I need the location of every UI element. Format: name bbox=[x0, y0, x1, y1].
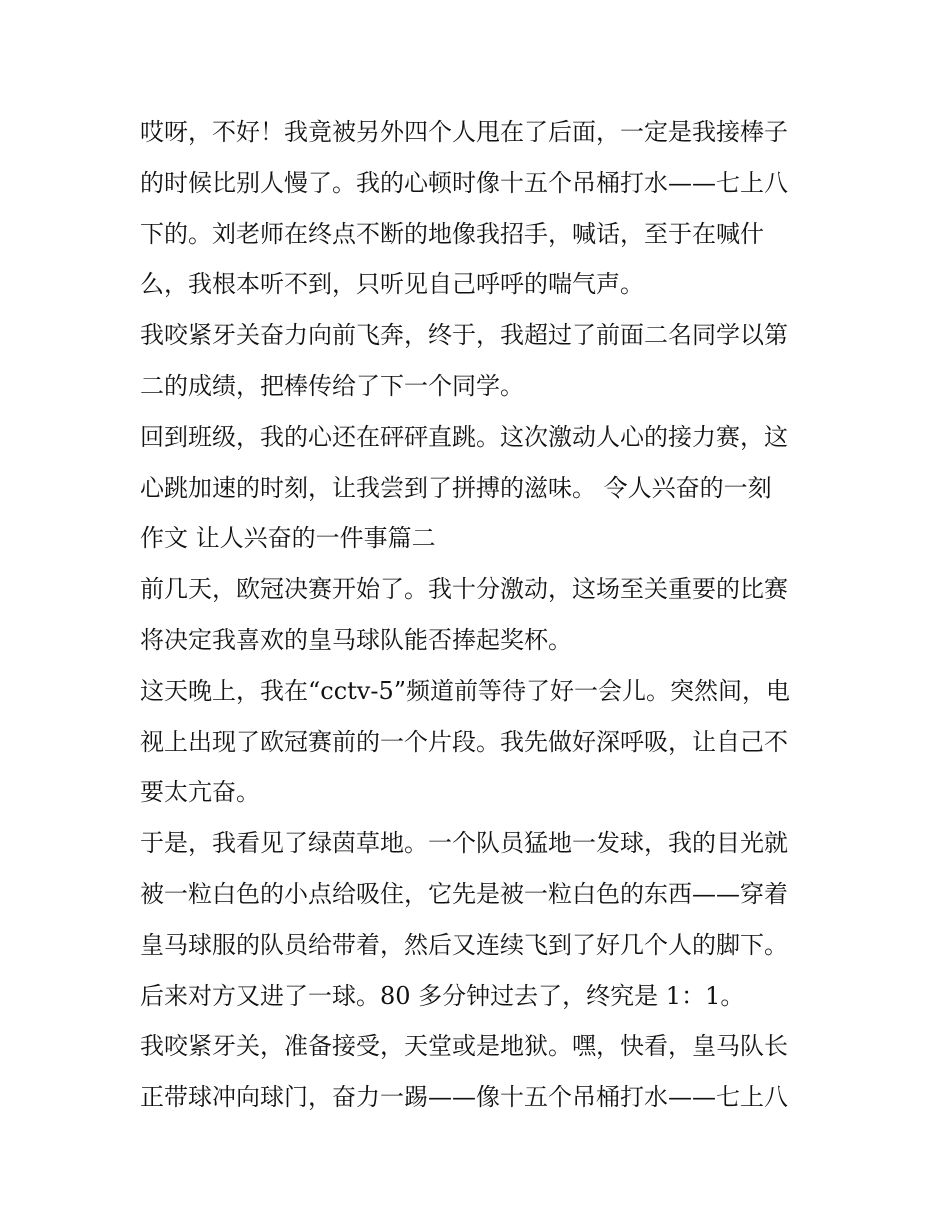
text-line: 我咬紧牙关，准备接受，天堂或是地狱。嘿，快看，皇马队长 bbox=[140, 1032, 788, 1061]
text-line: 下的。刘老师在终点不断的地像我招手，喊话，至于在喊什 bbox=[140, 219, 764, 248]
text-line: 正带球冲向球门，奋力一踢——像十五个吊桶打水——七上八 bbox=[140, 1083, 788, 1112]
text-line: 的时候比别人慢了。我的心顿时像十五个吊桶打水——七上八 bbox=[140, 168, 788, 197]
text-line: 前几天，欧冠决赛开始了。我十分激动，这场至关重要的比赛 bbox=[140, 575, 788, 604]
text-line: 被一粒白色的小点给吸住，它先是被一粒白色的东西——穿着 bbox=[140, 879, 788, 908]
text-line: 回到班级，我的心还在砰砰直跳。这次激动人心的接力赛，这 bbox=[140, 422, 788, 451]
text-line: 心跳加速的时刻，让我尝到了拼搏的滋味。 令人兴奋的一刻 bbox=[140, 473, 772, 502]
text-line: 要太亢奋。 bbox=[140, 778, 260, 807]
text-line: 我咬紧牙关奋力向前飞奔，终于，我超过了前面二名同学以第 bbox=[140, 321, 788, 350]
text-line: 作文 让人兴奋的一件事篇二 bbox=[140, 524, 436, 553]
text-line: 么，我根本听不到，只听见自己呼呼的喘气声。 bbox=[140, 270, 644, 299]
text-line: 视上出现了欧冠赛前的一个片段。我先做好深呼吸，让自己不 bbox=[140, 727, 788, 756]
text-line: 后来对方又进了一球。80 多分钟过去了，终究是 1：1。 bbox=[140, 981, 745, 1010]
document-body bbox=[140, 107, 815, 1123]
text-line: 这天晚上，我在“cctv-5”频道前等待了好一会儿。突然间，电 bbox=[140, 676, 791, 705]
text-line: 哎呀，不好！我竟被另外四个人甩在了后面，一定是我接棒子 bbox=[140, 118, 788, 146]
text-line: 于是，我看见了绿茵草地。一个队员猛地一发球，我的目光就 bbox=[140, 829, 788, 858]
text-line: 将决定我喜欢的皇马球队能否捧起奖杯。 bbox=[140, 625, 572, 654]
text-line: 二的成绩，把棒传给了下一个同学。 bbox=[140, 371, 524, 400]
text-line: 皇马球服的队员给带着，然后又连续飞到了好几个人的脚下。 bbox=[140, 930, 788, 959]
